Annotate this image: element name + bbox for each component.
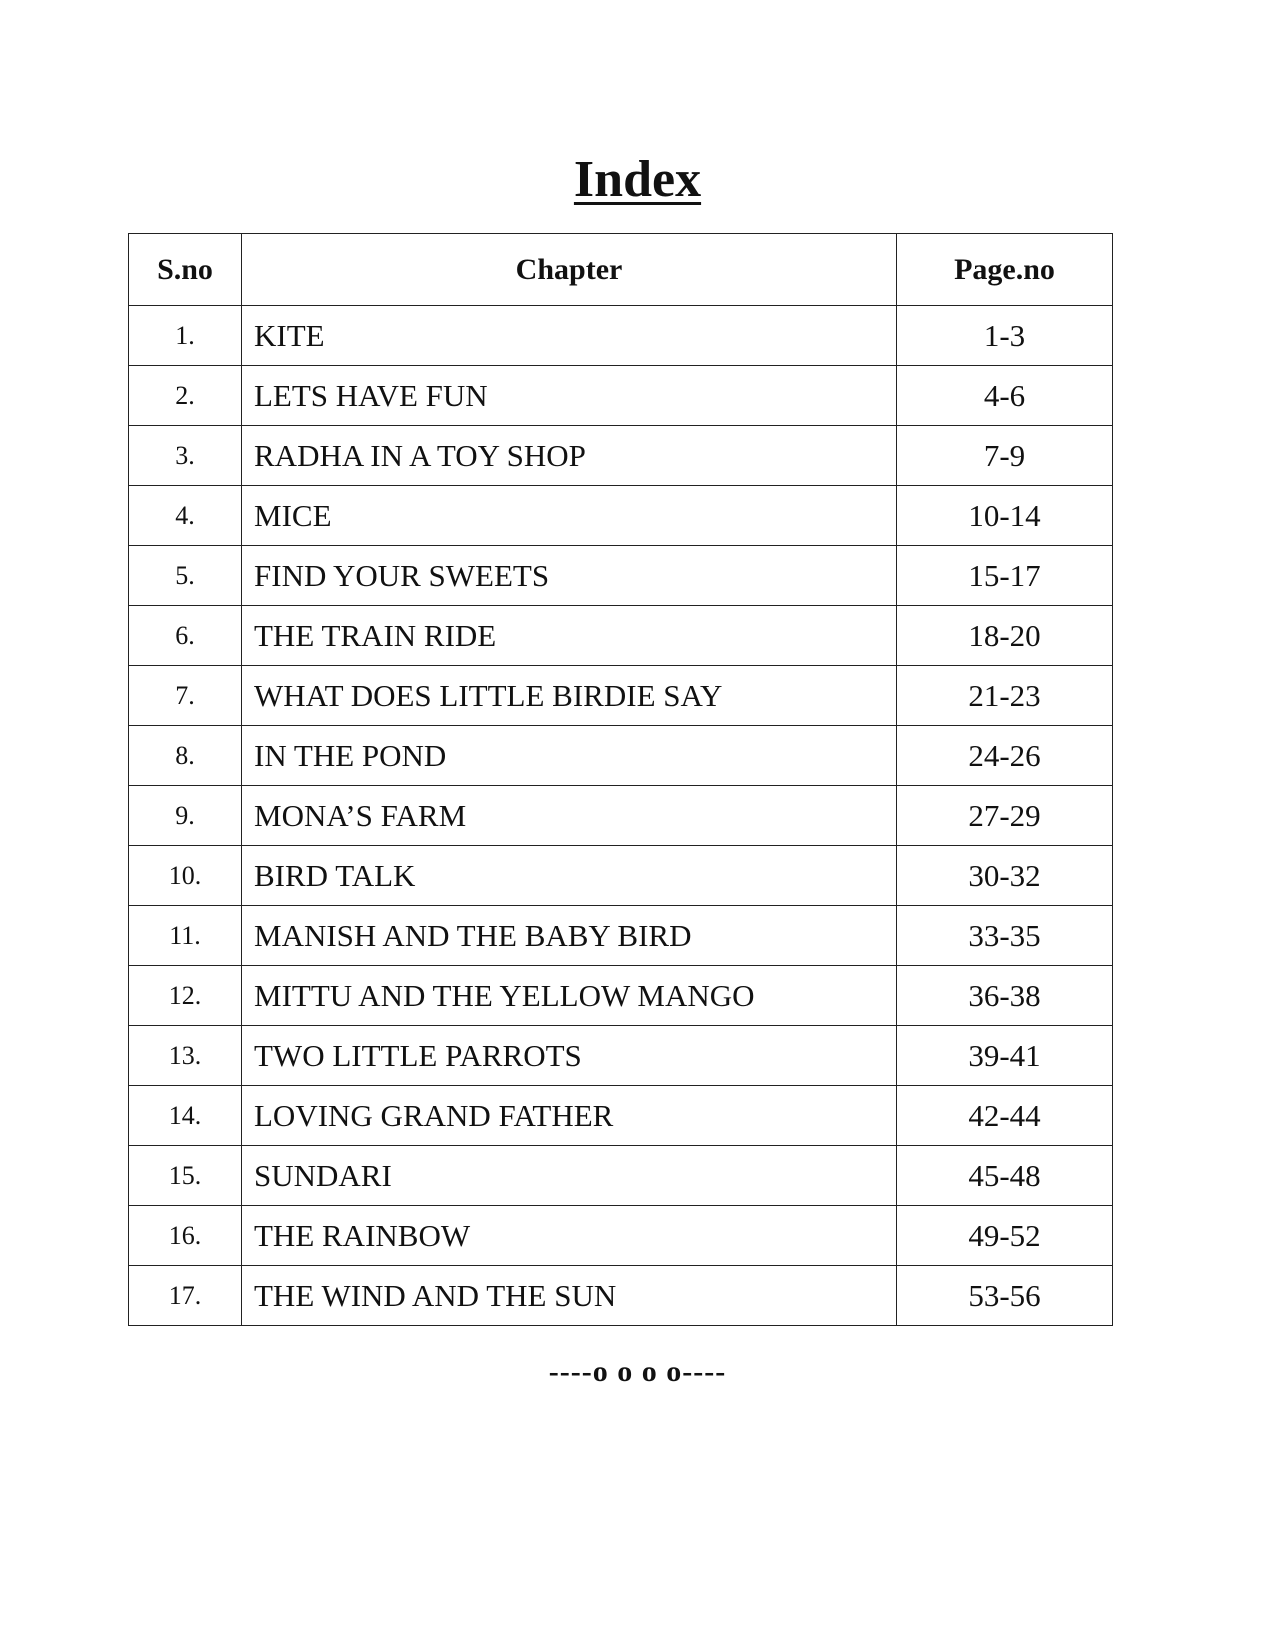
- table-row: [129, 1146, 1113, 1206]
- sno-cell: 17.: [129, 1266, 242, 1326]
- chapter-cell: MONA’S FARM: [242, 786, 897, 846]
- sno-cell: 15.: [129, 1146, 242, 1206]
- sno-cell: 8.: [129, 726, 242, 786]
- chapter-cell: LOVING GRAND FATHER: [242, 1086, 897, 1146]
- sno-cell: 11.: [129, 906, 242, 966]
- sno-cell: 13.: [129, 1026, 242, 1086]
- page-title: Index: [573, 151, 702, 208]
- chapter-cell: IN THE POND: [242, 726, 897, 786]
- chapter-cell: THE RAINBOW: [242, 1206, 897, 1266]
- footer-ornament: ----o o o o----: [548, 1355, 727, 1388]
- table-row: [129, 846, 1113, 906]
- chapter-cell: SUNDARI: [242, 1146, 897, 1206]
- table-row: [129, 606, 1113, 666]
- sno-cell: 1.: [129, 306, 242, 366]
- chapter-cell: WHAT DOES LITTLE BIRDIE SAY: [242, 666, 897, 726]
- sno-cell: 10.: [129, 846, 242, 906]
- table-row: [129, 486, 1113, 546]
- page-range-cell: 7-9: [897, 426, 1113, 486]
- sno-cell: 6.: [129, 606, 242, 666]
- page-range-cell: 36-38: [897, 966, 1113, 1026]
- table-row: [129, 306, 1113, 366]
- sno-cell: 5.: [129, 546, 242, 606]
- header-sno: S.no: [129, 234, 242, 306]
- chapter-cell: FIND YOUR SWEETS: [242, 546, 897, 606]
- sno-cell: 9.: [129, 786, 242, 846]
- sno-cell: 3.: [129, 426, 242, 486]
- table-header-row: [129, 234, 1113, 306]
- sno-cell: 4.: [129, 486, 242, 546]
- chapter-cell: LETS HAVE FUN: [242, 366, 897, 426]
- sno-cell: 16.: [129, 1206, 242, 1266]
- page-range-cell: 18-20: [897, 606, 1113, 666]
- page-range-cell: 24-26: [897, 726, 1113, 786]
- chapter-cell: THE WIND AND THE SUN: [242, 1266, 897, 1326]
- table-row: [129, 366, 1113, 426]
- table-row: [129, 1086, 1113, 1146]
- chapter-cell: RADHA IN A TOY SHOP: [242, 426, 897, 486]
- page-range-cell: 4-6: [897, 366, 1113, 426]
- sno-cell: 7.: [129, 666, 242, 726]
- page-range-cell: 45-48: [897, 1146, 1113, 1206]
- header-page: Page.no: [897, 234, 1113, 306]
- page-range-cell: 10-14: [897, 486, 1113, 546]
- chapter-cell: TWO LITTLE PARROTS: [242, 1026, 897, 1086]
- table-row: [129, 906, 1113, 966]
- table-row: [129, 666, 1113, 726]
- chapter-cell: THE TRAIN RIDE: [242, 606, 897, 666]
- sno-cell: 2.: [129, 366, 242, 426]
- chapter-cell: MANISH AND THE BABY BIRD: [242, 906, 897, 966]
- page-range-cell: 49-52: [897, 1206, 1113, 1266]
- chapter-cell: BIRD TALK: [242, 846, 897, 906]
- table-row: [129, 1206, 1113, 1266]
- page-range-cell: 27-29: [897, 786, 1113, 846]
- page-range-cell: 33-35: [897, 906, 1113, 966]
- table-row: [129, 786, 1113, 846]
- chapter-cell: MICE: [242, 486, 897, 546]
- table-row: [129, 966, 1113, 1026]
- page-range-cell: 30-32: [897, 846, 1113, 906]
- page-range-cell: 42-44: [897, 1086, 1113, 1146]
- header-chapter: Chapter: [242, 234, 897, 306]
- page-range-cell: 15-17: [897, 546, 1113, 606]
- table-row: [129, 1266, 1113, 1326]
- table-row: [129, 426, 1113, 486]
- chapter-cell: MITTU AND THE YELLOW MANGO: [242, 966, 897, 1026]
- page-range-cell: 1-3: [897, 306, 1113, 366]
- page-range-cell: 39-41: [897, 1026, 1113, 1086]
- page-range-cell: 21-23: [897, 666, 1113, 726]
- table-row: [129, 1026, 1113, 1086]
- table-row: [129, 726, 1113, 786]
- page-range-cell: 53-56: [897, 1266, 1113, 1326]
- sno-cell: 14.: [129, 1086, 242, 1146]
- chapter-cell: KITE: [242, 306, 897, 366]
- table-row: [129, 546, 1113, 606]
- sno-cell: 12.: [129, 966, 242, 1026]
- index-table: [128, 233, 1113, 1326]
- table-body: [129, 306, 1113, 1326]
